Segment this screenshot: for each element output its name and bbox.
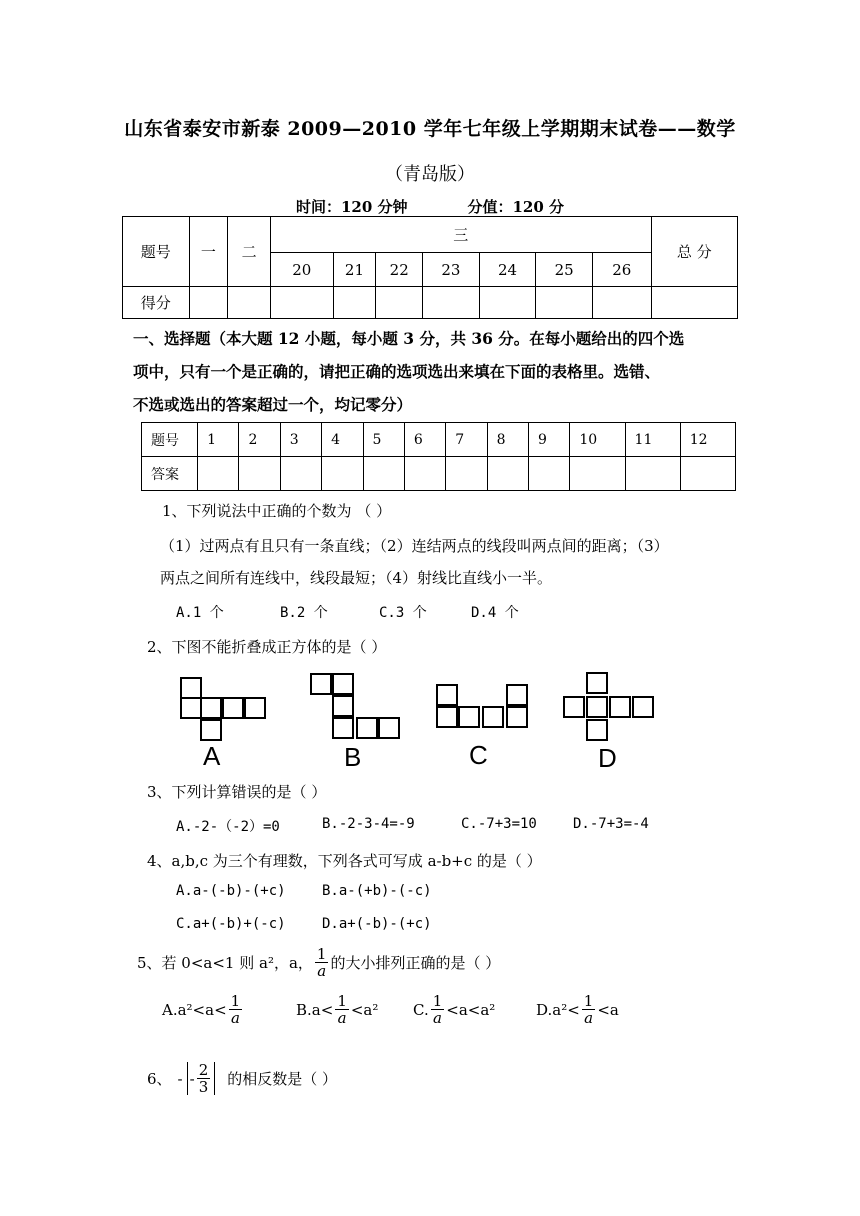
minus-sign: - [177, 1069, 183, 1088]
net-square [356, 717, 378, 739]
question-4-option-c[interactable]: C.a+(-b)+(-c) [176, 916, 286, 932]
answer-number: 8 [487, 423, 528, 457]
question-4-stem: 4、a,b,c 为三个有理数，下列各式可写成 a-b+c 的是（ ） [147, 852, 542, 870]
score-sub-col: 23 [423, 253, 480, 287]
answer-table [141, 422, 736, 491]
net-square [200, 719, 222, 741]
answer-cell[interactable] [487, 457, 528, 491]
question-3-option-c[interactable]: C.-7+3=10 [461, 816, 537, 832]
answer-cell[interactable] [239, 457, 280, 491]
answer-number: 11 [625, 423, 680, 457]
question-3-option-d[interactable]: D.-7+3=-4 [573, 816, 649, 832]
net-square [332, 673, 354, 695]
answer-cell[interactable] [404, 457, 445, 491]
net-square [632, 696, 654, 718]
net-square [482, 706, 504, 728]
net-square [586, 719, 608, 741]
net-square [436, 684, 458, 706]
page-title: 山东省泰安市新泰 2009—2010 学年七年级上学期期末试卷——数学 [124, 118, 736, 140]
answer-number: 7 [446, 423, 487, 457]
score-sub-col: 24 [479, 253, 536, 287]
answer-cell[interactable] [363, 457, 404, 491]
question-5-stem-pre: 5、若 0<a<1 则 a²，a， [137, 954, 313, 972]
net-square [586, 672, 608, 694]
question-5-stem-post: 的大小排列正确的是（ ） [330, 954, 501, 972]
answer-number: 5 [363, 423, 404, 457]
fraction-two-thirds: $\frac{2}{3}$ [198, 1061, 209, 1096]
score-col-three: 三 [271, 217, 652, 253]
question-6-stem [147, 1062, 337, 1095]
section-heading-line: 项中，只有一个是正确的，请把正确的选项选出来填在下面的表格里。选错、 [133, 362, 661, 381]
net-square [332, 695, 354, 717]
score-col-one: 一 [189, 217, 228, 287]
net-square [378, 717, 400, 739]
net-square [180, 677, 202, 699]
section-one-heading [133, 322, 743, 421]
answer-cell[interactable] [322, 457, 363, 491]
section-heading-line: 一、选择题（本大题 12 小题，每小题 3 分，共 36 分。在每小题给出的四个选 [133, 329, 685, 348]
question-3-stem: 3、下列计算错误的是（ ） [147, 783, 327, 801]
answer-row2-label: 答案 [142, 457, 198, 491]
net-square [200, 697, 222, 719]
exam-meta [0, 196, 860, 217]
score-sub-col: 26 [593, 253, 652, 287]
exam-score: 分值：120 分 [467, 198, 565, 216]
net-square [222, 697, 244, 719]
score-table [122, 216, 738, 319]
question-1-option-a[interactable]: A.1 个 [176, 605, 224, 621]
question-1-option-b[interactable]: B.2 个 [280, 605, 328, 621]
absolute-value: - $\frac{2}{3}$ [187, 1062, 216, 1095]
score-cell [479, 287, 536, 319]
question-1-option-c[interactable]: C.3 个 [379, 605, 427, 621]
net-label-b: B [344, 742, 362, 772]
net-square [586, 696, 608, 718]
question-5-option-c[interactable]: C. $\frac{1}{a}$ <a<a² [413, 992, 496, 1027]
net-square [310, 673, 332, 695]
answer-number: 4 [322, 423, 363, 457]
section-heading-line: 不选或选出的答案超过一个，均记零分） [133, 395, 413, 414]
answer-cell[interactable] [198, 457, 239, 491]
answer-cell[interactable] [570, 457, 625, 491]
score-total: 总 分 [651, 217, 737, 287]
question-5-option-b[interactable]: B.a< $\frac{1}{a}$ <a² [296, 992, 379, 1027]
question-3-option-b[interactable]: B.-2-3-4=-9 [322, 816, 415, 832]
answer-cell[interactable] [528, 457, 569, 491]
question-3-option-a[interactable]: A.-2-（-2）=0 [176, 819, 280, 835]
score-row-label: 题号 [123, 217, 190, 287]
answer-cell[interactable] [680, 457, 735, 491]
page-subtitle: （青岛版） [385, 164, 475, 185]
exam-time: 时间：120 分钟 [295, 198, 408, 216]
score-cell [271, 287, 334, 319]
score-sub-col: 25 [536, 253, 593, 287]
question-1-option-d[interactable]: D.4 个 [471, 605, 519, 621]
question-4-option-b[interactable]: B.a-(+b)-(-c) [322, 883, 432, 899]
answer-number: 12 [680, 423, 735, 457]
net-label-d: D [598, 743, 617, 773]
answer-number: 2 [239, 423, 280, 457]
answer-number: 9 [528, 423, 569, 457]
question-6-stem-post: 的相反数是（ ） [227, 1070, 338, 1088]
fraction-one-over-a: $\frac{1}{a}$ [432, 992, 443, 1027]
question-5-option-d[interactable]: D.a²< $\frac{1}{a}$ <a [536, 992, 619, 1027]
fraction-one-over-a: $\frac{1}{a}$ [230, 992, 241, 1027]
score-cell [536, 287, 593, 319]
fraction-one-over-a: $\frac{1}{a}$ [316, 945, 327, 980]
net-label-c: C [469, 740, 488, 770]
net-square [563, 696, 585, 718]
answer-number: 1 [198, 423, 239, 457]
net-square [436, 706, 458, 728]
net-square [180, 697, 202, 719]
net-square [244, 697, 266, 719]
net-square [506, 706, 528, 728]
score-sub-col: 21 [333, 253, 376, 287]
score-cell [376, 287, 423, 319]
question-4-option-d[interactable]: D.a+(-b)-(+c) [322, 916, 432, 932]
question-2-stem: 2、下图不能折叠成正方体的是（ ） [147, 638, 387, 656]
score-sub-col: 20 [271, 253, 334, 287]
score-cell [333, 287, 376, 319]
question-4-option-a[interactable]: A.a-(-b)-(+c) [176, 883, 286, 899]
answer-cell[interactable] [446, 457, 487, 491]
question-1-line: （1）过两点有且只有一条直线；（2）连结两点的线段叫两点间的距离；（3） [160, 537, 669, 555]
net-square [458, 706, 480, 728]
score-col-two: 二 [228, 217, 271, 287]
score-sub-col: 22 [376, 253, 423, 287]
score-cell [189, 287, 228, 319]
fraction-one-over-a: $\frac{1}{a}$ [583, 992, 594, 1027]
answer-row-label: 题号 [142, 423, 198, 457]
net-label-a: A [203, 741, 221, 771]
score-row2-label: 得分 [123, 287, 190, 319]
answer-cell[interactable] [625, 457, 680, 491]
score-cell [593, 287, 652, 319]
question-5-stem [137, 946, 500, 979]
net-square [506, 684, 528, 706]
answer-cell[interactable] [280, 457, 321, 491]
score-cell [423, 287, 480, 319]
question-6-stem-pre: 6、 [147, 1070, 172, 1088]
fraction-one-over-a: $\frac{1}{a}$ [337, 992, 347, 1027]
question-1-line: 两点之间所有连线中，线段最短；（4）射线比直线小一半。 [160, 569, 553, 587]
answer-number: 3 [280, 423, 321, 457]
question-5-option-a[interactable]: A.a²<a< $\frac{1}{a}$ [162, 992, 241, 1027]
answer-number: 10 [570, 423, 625, 457]
score-cell [651, 287, 737, 319]
net-square [609, 696, 631, 718]
question-1-stem: 1、下列说法中正确的个数为 （ ） [162, 502, 392, 520]
net-square [332, 717, 354, 739]
score-cell [228, 287, 271, 319]
answer-number: 6 [404, 423, 445, 457]
